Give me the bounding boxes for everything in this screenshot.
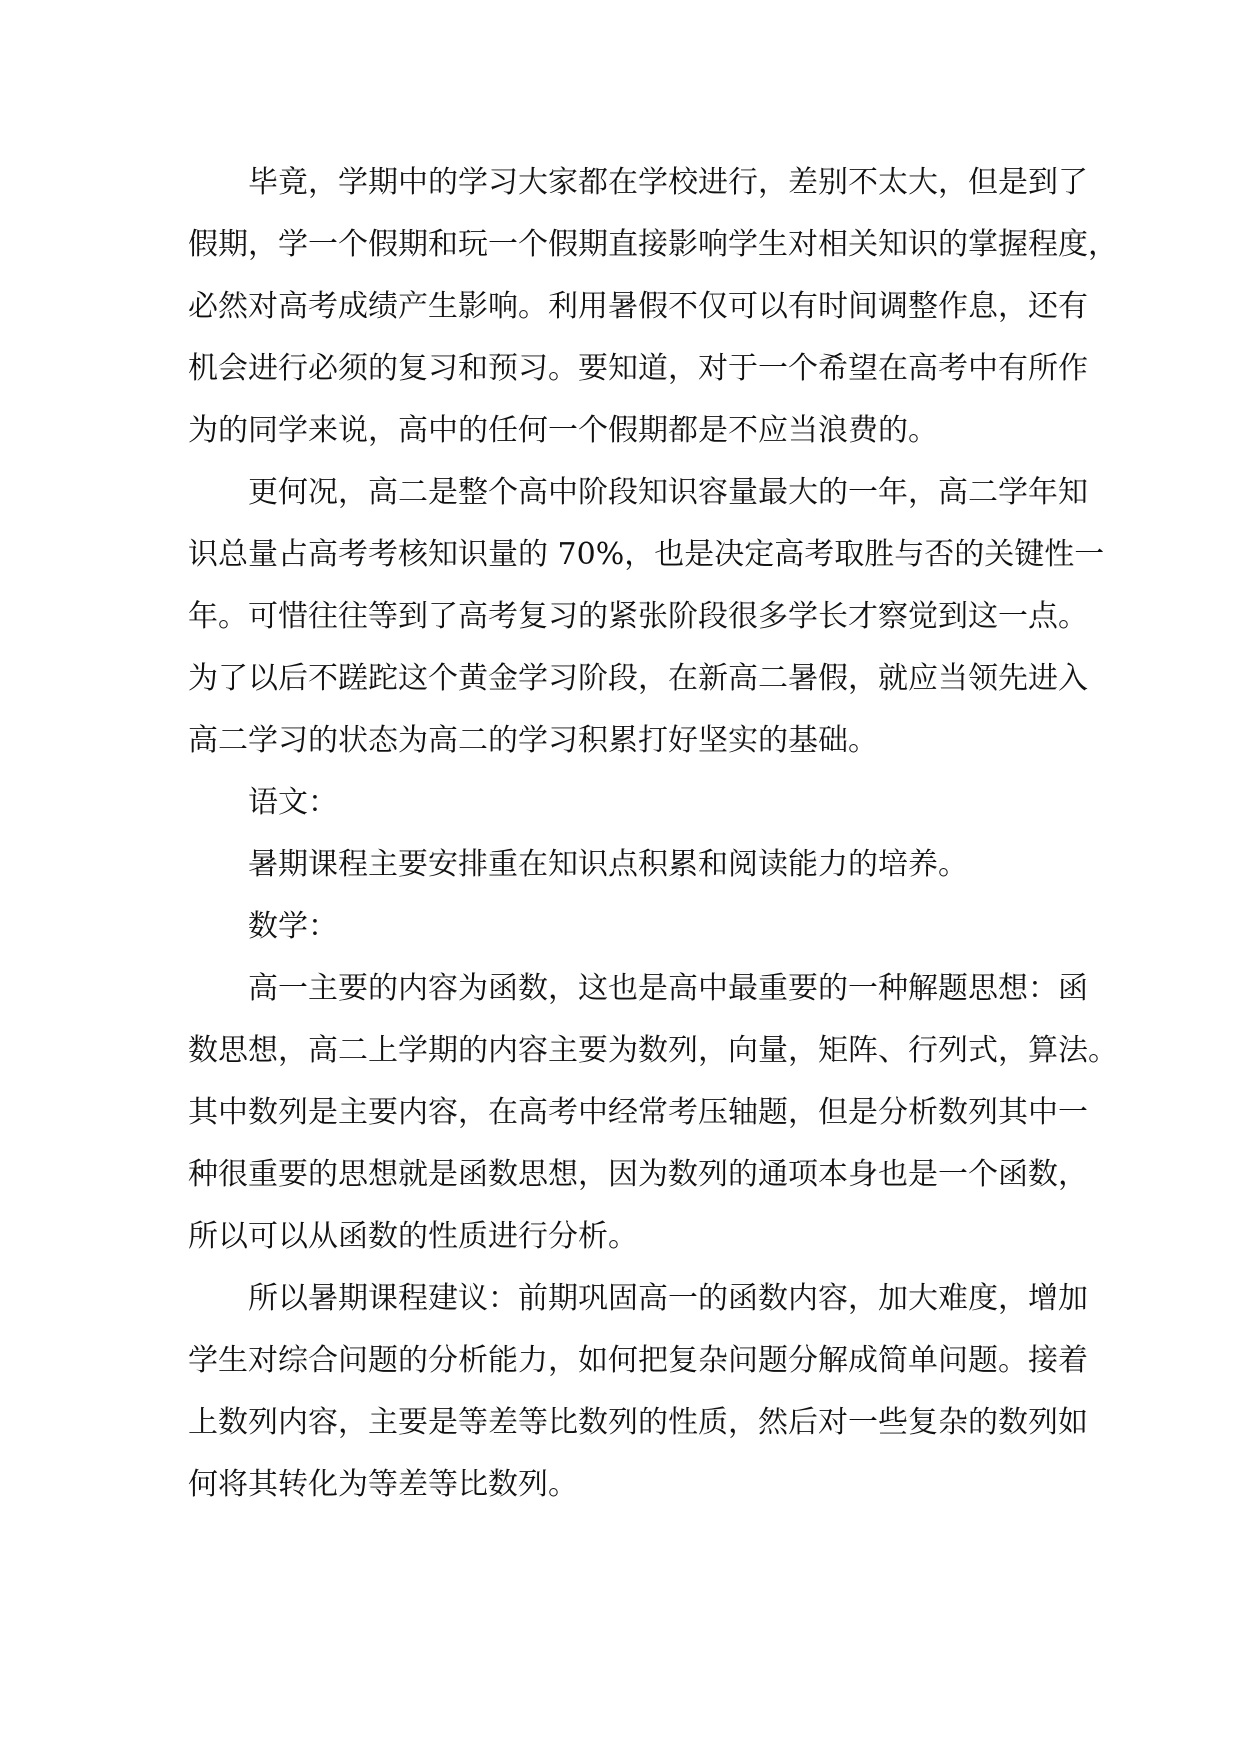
paragraph-1-line-3: 必然对高考成绩产生影响。利用暑假不仅可以有时间调整作息，还有: [188, 289, 1088, 324]
math-paragraph-line-5: 所以可以从函数的性质进行分析。: [188, 1219, 638, 1254]
paragraph-1-line-4: 机会进行必须的复习和预习。要知道，对于一个希望在高考中有所作: [188, 351, 1088, 386]
paragraph-2-line-1: 更何况，高二是整个高中阶段知识容量最大的一年，高二学年知: [248, 475, 1088, 510]
math-paragraph-line-3: 其中数列是主要内容，在高考中经常考压轴题，但是分析数列其中一: [188, 1095, 1088, 1130]
chinese-course-line: 暑期课程主要安排重在知识点积累和阅读能力的培养。: [248, 847, 968, 882]
math-paragraph-line-2: 数思想，高二上学期的内容主要为数列，向量，矩阵、行列式，算法。: [188, 1033, 1118, 1068]
section-heading-math: 数学：: [248, 909, 338, 944]
section-heading-chinese: 语文：: [248, 785, 338, 820]
math-paragraph-line-4: 种很重要的思想就是函数思想，因为数列的通项本身也是一个函数，: [188, 1157, 1088, 1192]
paragraph-1-line-2: 假期，学一个假期和玩一个假期直接影响学生对相关知识的掌握程度，: [188, 227, 1118, 262]
math-paragraph-line-1: 高一主要的内容为函数，这也是高中最重要的一种解题思想：函: [248, 971, 1088, 1006]
recommendation-line-2: 学生对综合问题的分析能力，如何把复杂问题分解成简单问题。接着: [188, 1343, 1088, 1378]
paragraph-2-line-5: 高二学习的状态为高二的学习积累打好坚实的基础。: [188, 723, 878, 758]
recommendation-line-4: 何将其转化为等差等比数列。: [188, 1467, 578, 1502]
paragraph-1-line-1: 毕竟，学期中的学习大家都在学校进行，差别不太大，但是到了: [248, 165, 1088, 200]
paragraph-2-line-4: 为了以后不蹉跎这个黄金学习阶段，在新高二暑假，就应当领先进入: [188, 661, 1088, 696]
document-body: [188, 152, 1118, 1516]
recommendation-line-1: 所以暑期课程建议：前期巩固高一的函数内容，加大难度，增加: [248, 1281, 1088, 1316]
recommendation-line-3: 上数列内容，主要是等差等比数列的性质，然后对一些复杂的数列如: [188, 1405, 1088, 1440]
paragraph-2-line-3: 年。可惜往往等到了高考复习的紧张阶段很多学长才察觉到这一点。: [188, 599, 1088, 634]
paragraph-2-line-2: 识总量占高考考核知识量的 70%，也是决定高考取胜与否的关键性一: [188, 537, 1105, 572]
paragraph-1-line-5: 为的同学来说，高中的任何一个假期都是不应当浪费的。: [188, 413, 938, 448]
